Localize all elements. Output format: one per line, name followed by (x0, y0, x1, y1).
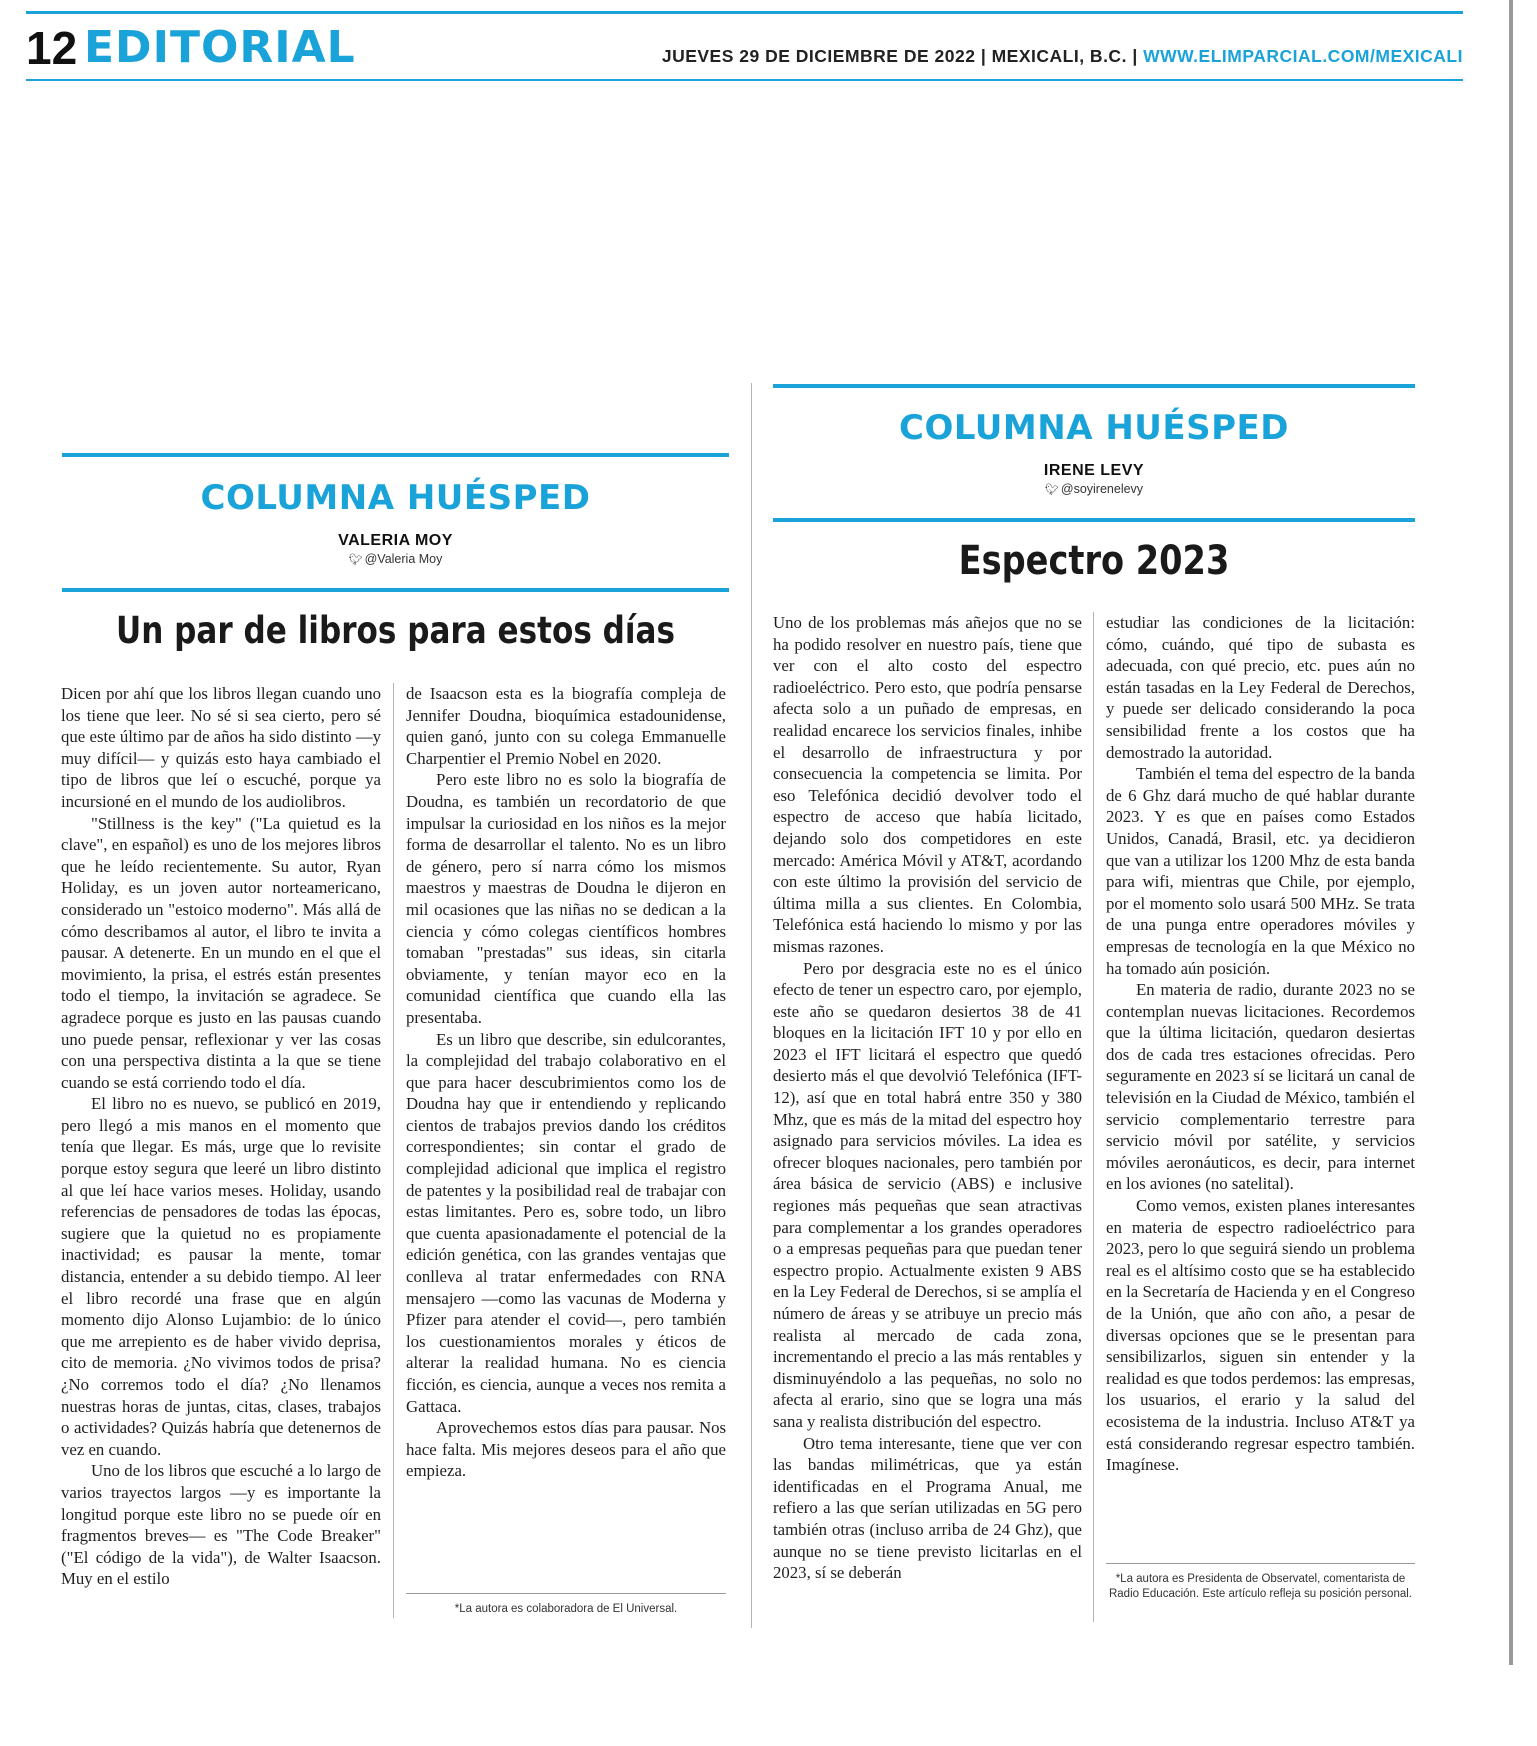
paragraph: Pero por desgracia este no es el único efecto de tener un espectro caro, por ejemplo, este año se quedaron desiertos 38 de 41 bloques en la licitación IFT 10 y por ello en 2023 el IFT licitará el espectro que quedó desierto más el que devolvió Telefónica (IFT-12), así que en total habrá entre 350 y 380 Mhz, que es más de la mitad del espectro hoy asignado para servicios móviles. La idea es ofrecer bloques nacionales, pero también por área básica de servicio (ABS) e inclusive regiones más pequeñas que sean atractivas para complementar a los grandes operadores o a empresas pequeñas para que puedan tener espectro propio. Actualmente existen 9 ABS en la Ley Federal de Derechos, si se amplía el número de áreas y se atribuye un precio más realista al mercado de cada zona, incrementando el precio a las más rentables y disminuyéndolo a las pequeñas, no solo no afecta al erario, sino que se logra una más sana y realista distribución del espectro. (773, 958, 1082, 1431)
left-article-column-1 (61, 683, 381, 1623)
right-article-column-1 (773, 612, 1082, 1624)
twitter-bird-icon: 🐦︎ (348, 554, 363, 566)
left-article-kicker: COLUMNA HUÉSPED (200, 478, 591, 518)
right-article-column-2 (1106, 612, 1415, 1562)
left-column-divider (393, 683, 394, 1618)
right-article-footnote: *La autora es Presidenta de Observatel, comentarista de Radio Educación. Este artículo refleja su posición personal. (1108, 1573, 1412, 1600)
right-article-author: IRENE LEVY (1043, 462, 1145, 479)
right-article-bottom-bar (773, 518, 1415, 522)
paragraph: Otro tema interesante, tiene que ver con las bandas milimétricas, que ya están identificadas en el Programa Anual, me refiero a las que serían utilizadas en 5G pero también otras (incluso arriba de 24 Ghz), que aunque no se tiene previsto licitarlas en el 2023, sí se deberán (773, 1433, 1082, 1583)
paragraph: Uno de los libros que escuché a lo largo de varios trayectos largos —y es importante la longitud porque este libro no se puede oír en fragmentos breves— es "The Code Breaker" ("El código de la vida"), de Walter Isaacson. Muy en el estilo (61, 1461, 381, 1589)
section-title: EDITORIAL (84, 22, 356, 73)
right-article-top-bar (773, 384, 1415, 388)
left-article-bottom-bar (62, 588, 729, 592)
paragraph: Pero este libro no es solo la biografía de Doudna, es también un recordatorio de que impulsar la curiosidad en los niños es la mejor forma de desarrollar el talento. No es un libro de género, pero sí narra cómo los mismos maestros y maestras de Doudna le dijeron en mil ocasiones que las niñas no se dedican a la ciencia y cómo colegas científicos hombres tomaban "prestadas" sus ideas, sin citarla obviamente, y tenían mayor eco en la comunidad científica que cuando ella las presentaba. (406, 770, 726, 1027)
left-article-author: VALERIA MOY (338, 532, 453, 549)
left-article-handle[interactable] (62, 551, 729, 568)
twitter-bird-icon: 🐦︎ (1044, 484, 1059, 496)
paragraph: Como vemos, existen planes interesantes en materia de espectro radioeléctrico para 2023, pero lo que seguirá siendo un problema real es el altísimo costo que se ha establecido en la Secretaría de Hacienda y en el Congreso de la Unión, que año con año, a pesar de diversas opciones que se le presentan para sensibilizarlos, siguen sin entender y la realidad es que todos perdemos: las empresas, los usuarios, el erario y la salud del ecosistema de la industria. Incluso AT&T ya está considerando regresar espectro también. Imagínese. (1106, 1196, 1415, 1475)
issue-date: JUEVES 29 DE DICIEMBRE DE 2022 (661, 46, 976, 66)
left-article-footnote: *La autora es colaboradora de El Universal. (454, 1603, 678, 1615)
right-column-divider (1093, 612, 1094, 1622)
header-bottom-rule (26, 79, 1463, 81)
page-number: 12 (26, 22, 78, 74)
left-article-column-2 (406, 683, 726, 1583)
right-footnote-rule (1106, 1563, 1415, 1564)
dateline-separator: | (1132, 46, 1138, 66)
header-top-rule (26, 11, 1463, 14)
paragraph: Aprovechemos estos días para pausar. Nos hace falta. Mis mejores deseos para el año que empieza. (406, 1418, 726, 1481)
dateline (640, 44, 1463, 68)
page-edge-rule (1509, 0, 1513, 1665)
paragraph: Uno de los problemas más añejos que no se ha podido resolver en nuestro país, tiene que ver con el alto costo del espectro radioeléctrico. Pero esto, que podría pensarse afecta solo a un puñado de empresas, en realidad encarece los servicios finales, inhibe el desarrollo de infraestructura y por consecuencia la competencia se limita. Por eso Telefónica decidió devolver todo el espectro de acceso que había licitado, dejando solo dos competidores en este mercado: América Móvil y AT&T, acordando con este último la provisión del servicio de última milla a sus clientes. En Colombia, Telefónica está haciendo lo mismo y por las mismas razones. (773, 613, 1082, 956)
paragraph: "Stillness is the key" ("La quietud es la clave", en español) es uno de los mejores libros que he leído recientemente. Su autor, Ryan Holiday, es un joven autor norteamericano, considerado un "estoico moderno". Más allá de cómo describamos al autor, el libro te invita a pausar. A detenerte. En un mundo en el que el movimiento, la prisa, el estrés están presentes todo el tiempo, la invitación se agradece. Se agradece porque es justo en las pausas cuando uno puede pensar, reflexionar y ver las cosas con una perspectiva distinta a la que se tiene cuando se está corriendo todo el día. (61, 813, 381, 1092)
left-article-top-bar (62, 453, 729, 457)
paragraph: También el tema del espectro de la banda de 6 Ghz dará mucho de qué hablar durante 2023. Y es que en países como Estados Unidos, Canadá, Brasil, etc. ya decidieron que van a utilizar los 1200 Mhz de esta banda para wifi, mientras que Chile, por ejemplo, por el momento solo usará 500 MHz. Se trata de una punga entre operadores móviles y empresas de tecnología en la que México no ha tomado aún posición. (1106, 764, 1415, 978)
left-article-handle-text: @Valeria Moy (364, 552, 443, 566)
left-article-headline: Un par de libros para estos días (115, 609, 676, 652)
paragraph: Dicen por ahí que los libros llegan cuando uno los tiene que leer. No sé si sea cierto, pero sé que este último par de años ha sido distinto —y muy difícil— y quizás esto haya cambiado el tipo de libros que leí o escuché, porque ya incursioné en el mundo de los audiolibros. (61, 684, 381, 811)
left-footnote-rule (406, 1593, 726, 1594)
right-article-handle-text: @soyirenelevy (1060, 482, 1144, 496)
dateline-separator: | (980, 46, 987, 66)
article-divider-rule (751, 383, 752, 1628)
issue-city: MEXICALI, B.C. (991, 46, 1127, 66)
website-link[interactable]: WWW.ELIMPARCIAL.COM/MEXICALI (1143, 46, 1463, 66)
paragraph: El libro no es nuevo, se publicó en 2019, pero llegó a mis manos en el momento que tenía que llegar. Es más, urge que lo revisite porque estoy segura que leeré un libro distinto al que leí hace varios meses. Holiday, usando referencias de pensadores de todas las épocas, sugiere que la quietud no es propiamente inactividad; es pausar la mente, tomar distancia, entender a su debido tiempo. Al leer el libro recordé una frase que en algún momento dijo Alonso Lujambio: de lo único que me arrepiento es de haber vivido deprisa, cito de memoria. ¿No vivimos todos de prisa? ¿No corremos todo el día? ¿No llenamos nuestras horas de juntas, citas, clases, trabajos o actividades? Quizás habría que detenernos de vez en cuando. (61, 1094, 381, 1459)
right-article-kicker: COLUMNA HUÉSPED (899, 408, 1289, 448)
paragraph: Es un libro que describe, sin edulcorantes, la complejidad del trabajo colaborativo en el que para hacer descubrimientos como los de Doudna hay que ir entendiendo y replicando cientos de trabajos previos dando los créditos correspondientes; sin contar el grado de complejidad adicional que implica el registro de patentes y la posibilidad real de trabajar con estas limitantes. Pero es, sobre todo, un libro que cuenta apasionadamente el potencial de la edición genética, con las grandes ventajas que conlleva al tratar enfermedades con RNA mensajero —como las vacunas de Moderna y Pfizer para atender el covid—, pero también los cuestionamientos morales y éticos de alterar la realidad humana. No es ciencia ficción, es ciencia, aunque a veces nos remita a Gattaca. (406, 1029, 726, 1416)
paragraph: de Isaacson esta es la biografía compleja de Jennifer Doudna, bioquímica estadounidense, quien ganó, junto con su colega Emmanuelle Charpentier el Premio Nobel en 2020. (406, 684, 726, 768)
paragraph: En materia de radio, durante 2023 no se contemplan nuevas licitaciones. Recordemos que la última licitación, quedaron desiertas dos de cada tres estaciones ofrecidas. Pero seguramente en 2023 sí se licitará un canal de televisión en la Ciudad de México, también el servicio complementario terrestre para servicio móvil por satélite, y servicios móviles aeronáuticos, es decir, para internet en los aviones (no satelital). (1106, 980, 1415, 1194)
paragraph: estudiar las condiciones de la licitación: cómo, cuándo, qué tipo de subasta es adecuada, con qué precio, etc. pues aún no están tasadas en la Ley Federal de Derechos, y puede ser delicado considerando la poca sensibilidad frente a los costos que ha demostrado la autoridad. (1106, 613, 1415, 762)
right-article-handle[interactable] (773, 481, 1415, 498)
right-article-headline: Espectro 2023 (958, 538, 1230, 584)
